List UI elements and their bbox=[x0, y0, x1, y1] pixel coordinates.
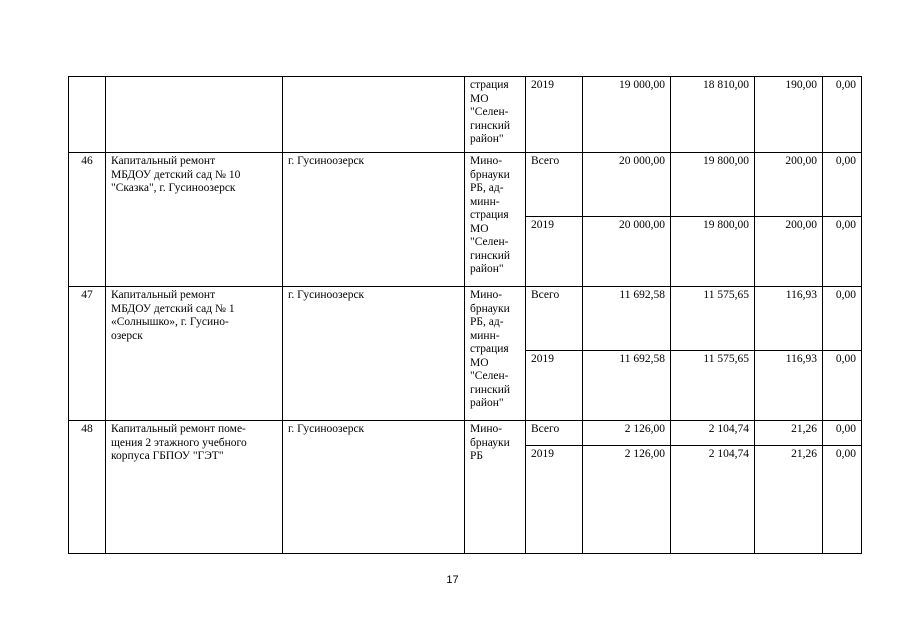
cell-federal: 19 800,00 bbox=[671, 153, 755, 217]
cell-federal: 2 104,74 bbox=[671, 421, 755, 446]
cell-federal: 19 800,00 bbox=[671, 217, 755, 287]
cell-index: 47 bbox=[69, 287, 106, 421]
cell-local: 0,00 bbox=[823, 287, 862, 351]
cell-local: 0,00 bbox=[823, 351, 862, 421]
cell-organization: страция МО "Селен- гинский район" bbox=[465, 77, 526, 153]
cell-local: 0,00 bbox=[823, 446, 862, 554]
cell-total: 2 126,00 bbox=[583, 421, 671, 446]
cell-federal: 2 104,74 bbox=[671, 446, 755, 554]
cell-regional: 116,93 bbox=[755, 287, 823, 351]
cell-year: Всего bbox=[526, 421, 583, 446]
cell-regional: 200,00 bbox=[755, 217, 823, 287]
cell-local: 0,00 bbox=[823, 217, 862, 287]
cell-total: 11 692,58 bbox=[583, 287, 671, 351]
page-number: 17 bbox=[446, 574, 459, 586]
cell-organization: Мино- брнауки РБ, ад- минн- страция МО "Селен- гинский район" bbox=[465, 287, 526, 421]
table-row bbox=[69, 421, 862, 446]
cell-index: 46 bbox=[69, 153, 106, 287]
cell-federal: 18 810,00 bbox=[671, 77, 755, 153]
cell-name: Капитальный ремонт поме- щения 2 этажного учебного корпуса ГБПОУ "ГЭТ" bbox=[106, 421, 283, 554]
cell-total: 11 692,58 bbox=[583, 351, 671, 421]
cell-federal: 11 575,65 bbox=[671, 287, 755, 351]
cell-total: 20 000,00 bbox=[583, 217, 671, 287]
cell-organization: Мино- брнауки РБ, ад- минн- страция МО "Селен- гинский район" bbox=[465, 153, 526, 287]
cell-organization: Мино- брнауки РБ bbox=[465, 421, 526, 554]
cell-local: 0,00 bbox=[823, 153, 862, 217]
cell-year: Всего bbox=[526, 153, 583, 217]
cell-regional: 200,00 bbox=[755, 153, 823, 217]
table-row bbox=[69, 153, 862, 217]
cell-federal: 11 575,65 bbox=[671, 351, 755, 421]
cell-location bbox=[283, 77, 465, 153]
cell-regional: 21,26 bbox=[755, 446, 823, 554]
cell-year: 2019 bbox=[526, 217, 583, 287]
table-row-continuation bbox=[69, 77, 862, 153]
cell-location: г. Гусиноозерск bbox=[283, 421, 465, 554]
cell-total: 2 126,00 bbox=[583, 446, 671, 554]
cell-name bbox=[106, 77, 283, 153]
cell-total: 19 000,00 bbox=[583, 77, 671, 153]
cell-index: 48 bbox=[69, 421, 106, 554]
cell-location: г. Гусиноозерск bbox=[283, 153, 465, 287]
cell-year: 2019 bbox=[526, 446, 583, 554]
cell-year: 2019 bbox=[526, 351, 583, 421]
cell-name: Капитальный ремонт МБДОУ детский сад № 1 «Солнышко», г. Гусино- озерск bbox=[106, 287, 283, 421]
table-row bbox=[69, 287, 862, 351]
financing-table bbox=[68, 76, 862, 554]
cell-year: Всего bbox=[526, 287, 583, 351]
cell-regional: 21,26 bbox=[755, 421, 823, 446]
cell-index bbox=[69, 77, 106, 153]
cell-regional: 190,00 bbox=[755, 77, 823, 153]
cell-local: 0,00 bbox=[823, 77, 862, 153]
cell-regional: 116,93 bbox=[755, 351, 823, 421]
cell-name: Капитальный ремонт МБДОУ детский сад № 10 "Сказка", г. Гусиноозерск bbox=[106, 153, 283, 287]
cell-location: г. Гусиноозерск bbox=[283, 287, 465, 421]
cell-local: 0,00 bbox=[823, 421, 862, 446]
cell-year: 2019 bbox=[526, 77, 583, 153]
cell-total: 20 000,00 bbox=[583, 153, 671, 217]
